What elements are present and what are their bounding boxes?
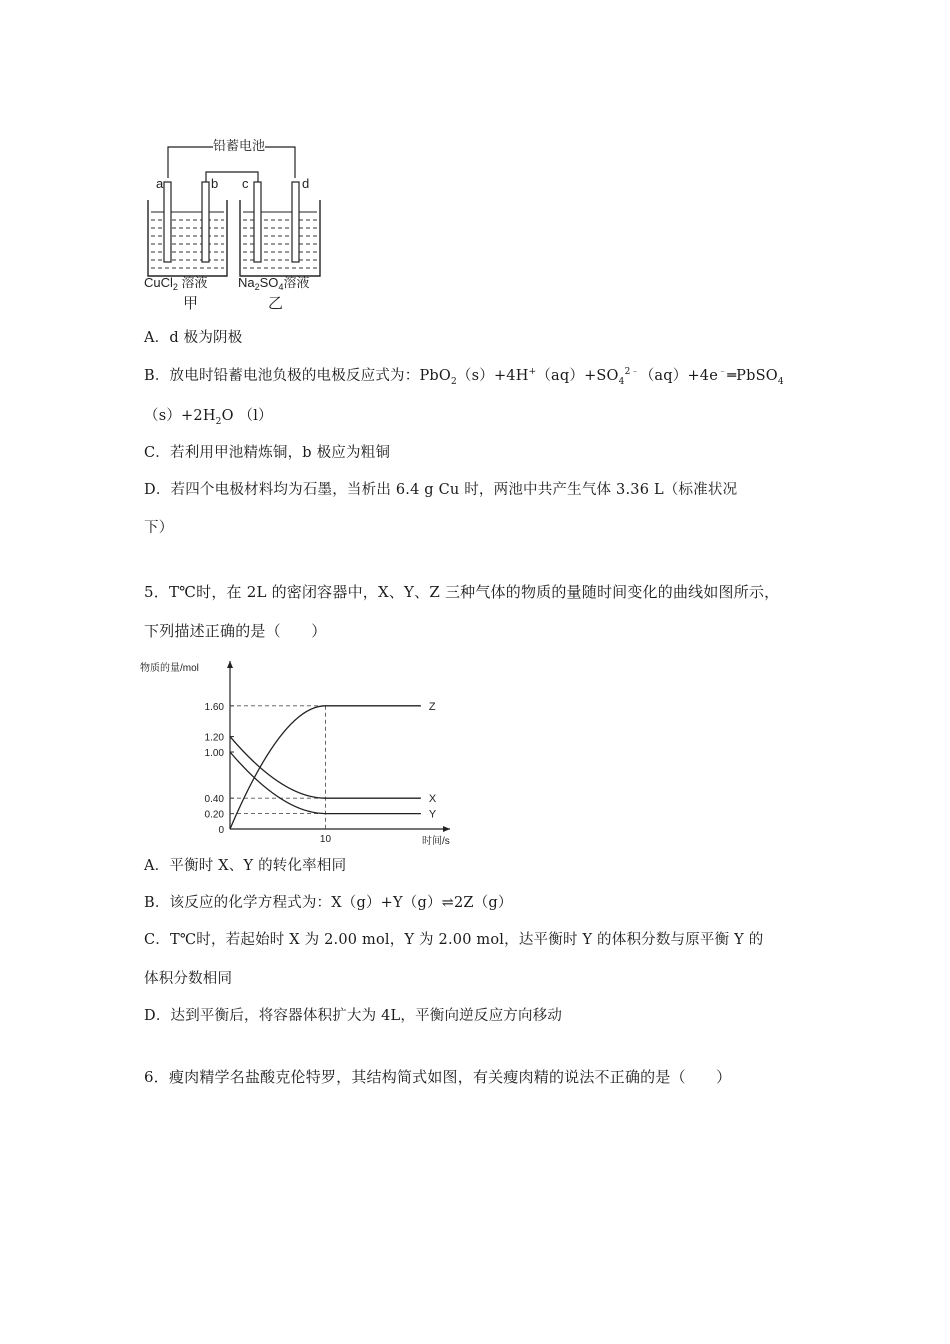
beaker-right	[240, 200, 320, 276]
q5-option-c: C．T℃时，若起始时 X 为 2.00 mol，Y 为 2.00 mol，达平衡时 Y 的体积分数与原平衡 Y 的	[144, 932, 764, 948]
q4-option-c: C．若利用甲池精炼铜，b 极应为粗铜	[144, 445, 391, 461]
electrode-b	[202, 182, 209, 262]
beaker-left	[148, 200, 227, 276]
q4-option-d-cont: 下）	[144, 520, 174, 536]
electrolysis-figure	[140, 130, 340, 319]
q5-option-b: B．该反应的化学方程式为：X（g）+Y（g）⇌2Z（g）	[144, 895, 513, 911]
y-tick-label: 0.20	[204, 809, 224, 821]
electrode-d-label: d	[302, 176, 310, 191]
electrode-b-label: b	[211, 176, 219, 191]
y-tick-label: 1.00	[204, 748, 224, 759]
q5-stem-line2: 下列描述正确的是（ ）	[144, 622, 327, 640]
q5-stem-line1: 5．T℃时，在 2L 的密闭容器中，X、Y、Z 三种气体的物质的量随时间变化的曲线如图所示，	[144, 583, 780, 601]
chart-svg	[140, 655, 470, 850]
electrode-c	[254, 182, 261, 262]
q4-option-a: A．d 极为阴极	[144, 330, 243, 346]
q5-option-a: A．平衡时 X、Y 的转化率相同	[144, 858, 347, 874]
y-tick-label: 1.60	[204, 701, 224, 713]
x-axis-arrow	[443, 826, 450, 832]
electrode-c-label: c	[242, 176, 249, 191]
electrode-a-label: a	[156, 176, 164, 191]
series-line-z	[230, 706, 421, 829]
series-label-x: X	[428, 793, 437, 806]
amount-time-chart	[140, 655, 470, 854]
q4-option-b-cont: $(s)+2H_2O$ （l）	[144, 408, 273, 427]
cell-jia-label: 甲	[183, 295, 199, 312]
right-solution-label: $Na_2SO_4$溶液	[238, 275, 310, 292]
y-axis-arrow	[227, 661, 233, 668]
q4-option-b: B．放电时铅蓄电池负极的电极反应式为：$PbO_2(s)+4H^+(aq)+SO_4^{2﹣}(aq)+4e^﹣═PbSO_4$	[144, 367, 784, 387]
cell-yi-label: 乙	[268, 295, 284, 312]
x-tick-label: 10	[319, 834, 332, 845]
x-axis-label: 时间/s	[422, 836, 450, 847]
solution-left	[151, 220, 224, 268]
y-tick-label: 0	[218, 825, 224, 836]
battery-label: 铅蓄电池	[212, 138, 266, 153]
q6-stem: 6．瘦肉精学名盐酸克伦特罗，其结构简式如图，有关瘦肉精的说法不正确的是（ ）	[144, 1068, 732, 1086]
series-label-y: Y	[428, 808, 437, 821]
q5-option-d: D．达到平衡后，将容器体积扩大为 4L，平衡向逆反应方向移动	[144, 1008, 563, 1024]
left-solution-label: CuCl$_2$ 溶液	[144, 275, 208, 292]
series-line-x	[230, 737, 421, 799]
q5-option-c-cont: 体积分数相同	[144, 971, 233, 987]
y-axis-label: 物质的量/mol	[140, 663, 199, 674]
electrolysis-diagram	[140, 130, 340, 315]
wire-d	[265, 147, 295, 178]
q4-option-d: D．若四个电极材料均为石墨，当析出 6.4 g Cu 时，两池中共产生气体 3.36 L（标准状况	[144, 482, 738, 498]
y-tick-label: 1.20	[204, 732, 224, 744]
y-tick-label: 0.40	[204, 794, 224, 806]
electrode-a	[164, 182, 171, 262]
series-label-z: Z	[428, 700, 436, 713]
electrode-d	[292, 182, 299, 262]
